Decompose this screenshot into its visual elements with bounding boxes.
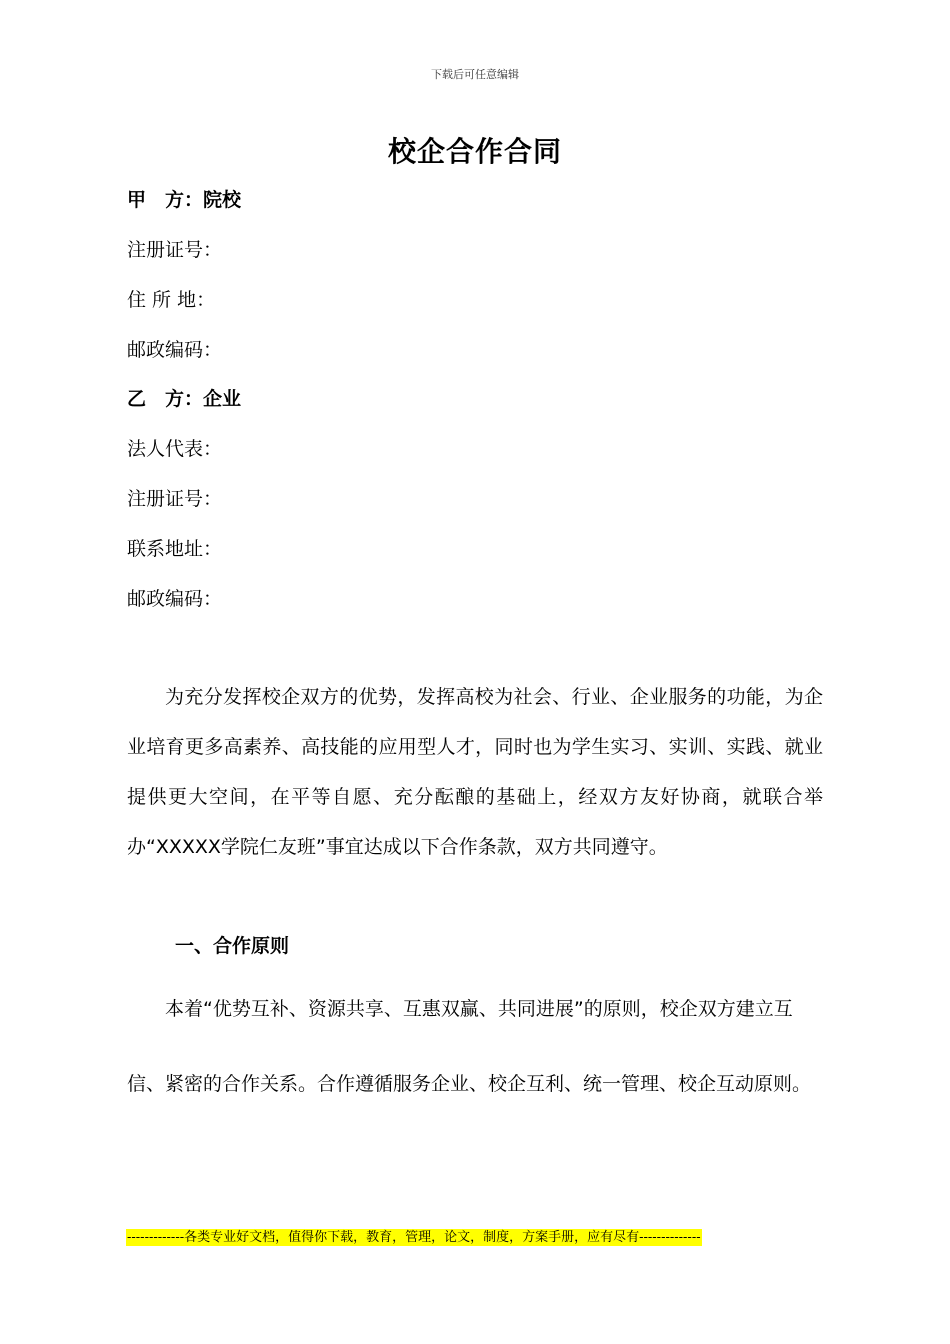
party-a-registration-field: 注册证号：: [127, 239, 223, 261]
party-b-postcode-field: 邮政编码：: [127, 588, 223, 610]
party-b-label: 乙 方：企业: [127, 388, 242, 410]
party-b-legal-rep-field: 法人代表：: [127, 438, 223, 460]
party-a-label: 甲 方：院校: [127, 189, 242, 211]
party-b-registration-field: 注册证号：: [127, 488, 223, 510]
party-b-address-field: 联系地址：: [127, 538, 223, 560]
document-title: 校企合作合同: [387, 135, 562, 168]
section-1-line-1: 本着“优势互补、资源共享、互惠双赢、共同进展”的原则，校企双方建立互: [165, 998, 793, 1020]
section-1-heading: 一、合作原则: [175, 935, 290, 957]
intro-paragraph: 为充分发挥校企双方的优势，发挥高校为社会、行业、企业服务的功能，为企业培育更多高素养、高技能的应用型人才，同时也为学生实习、实训、实践、就业提供更大空间，在平等自愿、充分酝酿的基础上，经双方友好协商，就联合举办“XXXXX学院仁友班”事宜达成以下合作条款，双方共同遵守。: [127, 686, 823, 858]
footer-banner: -------------各类专业好文档，值得你下载，教育，管理，论文，制度，方案手册，应有尽有--------------: [127, 1230, 701, 1245]
party-a-address-field: 住 所 地：: [127, 289, 216, 311]
section-1-line-2: 信、紧密的合作关系。合作遵循服务企业、校企互利、统一管理、校企互动原则。: [127, 1073, 812, 1095]
page-header: 下载后可任意编辑: [431, 68, 519, 81]
party-a-postcode-field: 邮政编码：: [127, 339, 223, 361]
